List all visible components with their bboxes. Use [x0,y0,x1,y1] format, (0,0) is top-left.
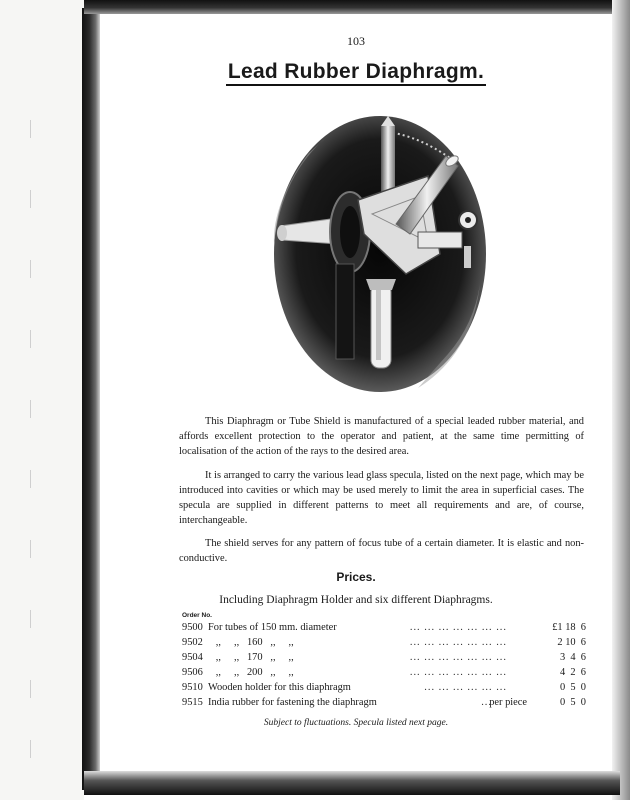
table-row [182,695,586,710]
dot-leader: ... [481,697,492,708]
item-price: 3 4 6 [560,652,586,663]
order-number: 9500 [182,622,203,633]
scan-bottom-shadow [84,771,620,795]
price-note: per piece [489,697,527,708]
page-title-text: Lead Rubber Diaphragm. [226,60,486,86]
table-row [182,680,586,695]
item-description: Wooden holder for this diaphragm [208,682,351,693]
page-title [100,60,612,84]
price-table [182,620,586,710]
item-price: 0 5 0 [560,682,586,693]
dot-leader: ... ... ... ... ... ... ... [409,622,507,633]
dot-leader: ... ... ... ... ... ... ... [409,637,507,648]
order-number: 9515 [182,697,203,708]
footnote: Subject to fluctuations. Specula listed next page. [263,718,449,728]
item-description: For tubes of 150 mm. diameter [208,622,337,633]
order-no-label: Order No. [182,612,212,619]
item-price: 4 2 6 [560,667,586,678]
table-row [182,620,586,635]
table-row [182,650,586,665]
order-number: 9502 [182,637,203,648]
catalog-page [100,14,612,771]
prices-heading: Prices. [336,570,376,584]
dot-leader: ... ... ... ... ... ... ... [409,652,507,663]
book-binding-edge [82,8,100,790]
page-number: 103 [347,34,365,48]
shield-paragraph: The shield serves for any pattern of focus tube of a certain diameter. It is elastic and non-conductive. [179,538,584,564]
item-price: 0 5 0 [560,697,586,708]
order-number: 9510 [182,682,203,693]
diaphragm-apparatus-icon [268,114,486,396]
dot-leader: ... ... ... ... ... ... ... [409,667,507,678]
item-price: £1 18 6 [552,622,586,633]
scan-top-shadow [84,0,620,14]
item-description: ,, ,, 200 ,, ,, [208,667,294,678]
specula-paragraph: It is arranged to carry the various lead glass specula, listed on the next page, which may be introduced into cavities or which may be used merely to limit the area in superficial cases. The specula are supplied in different patterns to meet all requirements and are, of course, interchangeable. [179,470,584,526]
item-description: ,, ,, 170 ,, ,, [208,652,294,663]
item-price: 2 10 6 [557,637,586,648]
table-row [182,635,586,650]
item-description: ,, ,, 160 ,, ,, [208,637,294,648]
order-number: 9506 [182,667,203,678]
scan-right-edge [612,0,630,800]
description-paragraph: This Diaphragm or Tube Shield is manufactured of a special leaded rubber material, and affords excellent protection to the operator and patient, at the same time permitting of localisation of the action of the rays to the desired area. [179,416,584,457]
scan-margin [0,0,84,800]
prices-subheading: Including Diaphragm Holder and six different Diaphragms. [219,594,493,606]
table-row [182,665,586,680]
order-number: 9504 [182,652,203,663]
item-description: India rubber for fastening the diaphragm [208,697,377,708]
dot-leader: ... ... ... ... ... ... [424,682,507,693]
scan-tick-marks [22,120,42,770]
